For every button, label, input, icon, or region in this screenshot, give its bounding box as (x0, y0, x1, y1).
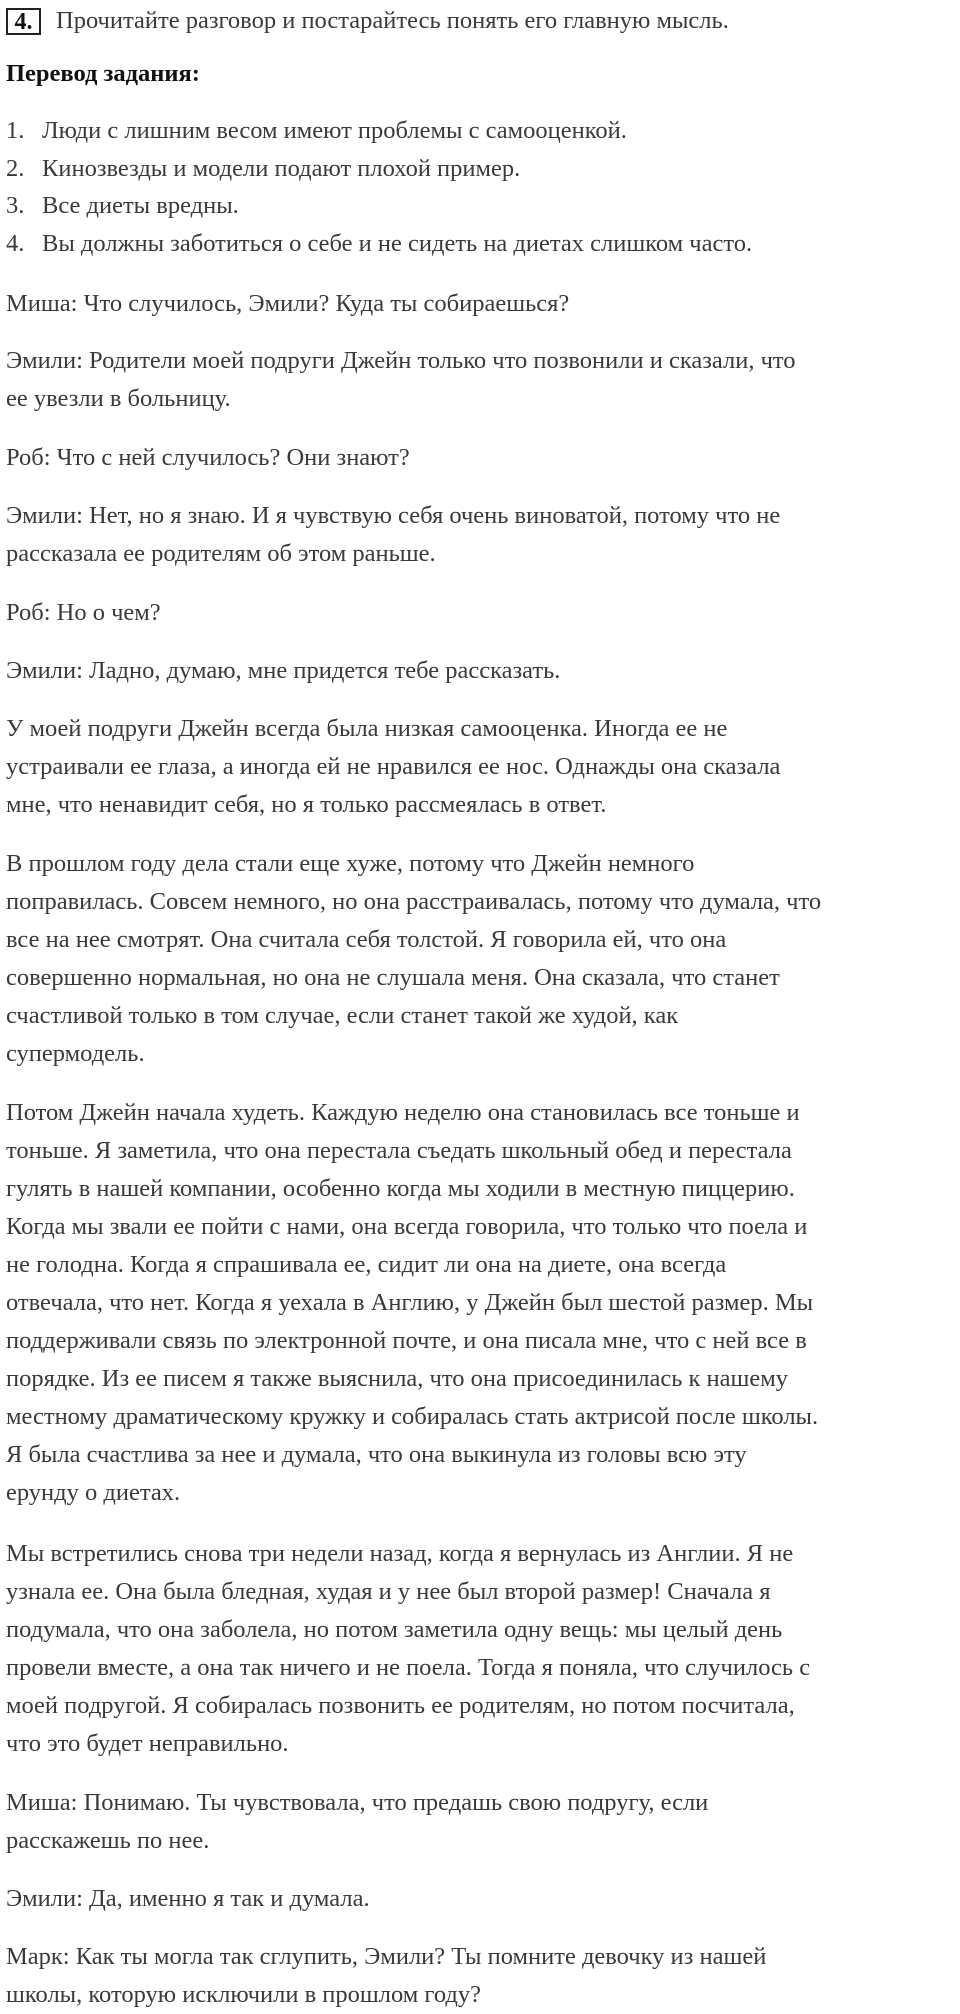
text-line: совершенно нормальная, но она не слушала меня. Она сказала, что станет (6, 964, 780, 991)
list-item (6, 187, 752, 225)
text-line: устраивали ее глаза, а иногда ей не нравился ее нос. Однажды она сказала (6, 753, 781, 780)
text-line: местному драматическому кружку и собиралась стать актрисой после школы. (6, 1403, 819, 1430)
story-paragraph (6, 845, 951, 1073)
list-item (6, 150, 752, 188)
text-line: гулять в нашей компании, особенно когда мы ходили в местную пиццерию. (6, 1175, 795, 1202)
text-line: провели вместе, а она так ничего и не поела. Тогда я поняла, что случилось с (6, 1654, 811, 1681)
list-item-text: Люди с лишним весом имеют проблемы с самооценкой. (42, 117, 627, 144)
story-paragraph (6, 1535, 951, 1763)
text-line: ерунду о диетах. (6, 1479, 181, 1506)
task-number-box: 4. (6, 8, 41, 35)
text-line: Потом Джейн начала худеть. Каждую неделю она становилась все тоньше и (6, 1099, 800, 1126)
text-line: Марк: Как ты могла так сглупить, Эмили? Ты помните девочку из нашей (6, 1943, 767, 1970)
list-item-text: Кинозвезды и модели подают плохой пример. (42, 154, 521, 182)
list-item-number: 3. (6, 192, 25, 219)
list-item-number: 2. (6, 154, 25, 182)
text-line: тоньше. Я заметила, что она перестала съедать школьный обед и перестала (6, 1137, 792, 1164)
text-line: счастливой только в том случае, если станет такой же худой, как (6, 1002, 679, 1029)
dialogue-paragraph (6, 1938, 951, 2014)
text-line: расскажешь по нее. (6, 1827, 210, 1854)
dialogue-paragraph (6, 285, 951, 323)
dialogue-paragraph (6, 594, 951, 632)
text-line: что это будет неправильно. (6, 1730, 289, 1757)
task-instruction: Прочитайте разговор и постарайтесь понять его главную мысль. (56, 7, 729, 34)
dialogue-paragraph (6, 342, 951, 418)
dialogue-paragraph (6, 1784, 951, 1860)
text-line: Я была счастлива за нее и думала, что она выкинула из головы всю эту (6, 1441, 747, 1468)
text-line: Эмили: Родители моей подруги Джейн только что позвонили и сказали, что (6, 347, 796, 374)
text-line: В прошлом году дела стали еще хуже, потому что Джейн немного (6, 850, 695, 877)
text-line: Роб: Но о чем? (6, 599, 161, 626)
text-line: Эмили: Да, именно я так и думала. (6, 1885, 370, 1912)
story-paragraph (6, 710, 951, 824)
dialogue-paragraph (6, 497, 951, 573)
text-line: подумала, что она заболела, но потом заметила одну вещь: мы целый день (6, 1616, 783, 1643)
text-line: не голодна. Когда я спрашивала ее, сидит ли она на диете, она всегда (6, 1251, 727, 1278)
text-line: школы, которую исключили в прошлом году? (6, 1981, 481, 2008)
text-line: узнала ее. Она была бледная, худая и у нее был второй размер! Сначала я (6, 1578, 771, 1605)
text-line: Миша: Понимаю. Ты чувствовала, что предашь свою подругу, если (6, 1789, 709, 1816)
text-line: Эмили: Нет, но я знаю. И я чувствую себя очень виноватой, потому что не (6, 502, 781, 529)
list-item-number: 4. (6, 229, 25, 257)
list-item (6, 225, 752, 263)
text-line: супермодель. (6, 1040, 145, 1067)
dialogue-paragraph (6, 439, 951, 477)
text-line: ее увезли в больницу. (6, 385, 231, 412)
list-item-text: Все диеты вредны. (42, 192, 239, 219)
text-line: мне, что ненавидит себя, но я только рассмеялась в ответ. (6, 791, 607, 818)
text-line: все на нее смотрят. Она считала себя толстой. Я говорила ей, что она (6, 926, 727, 953)
text-line: У моей подруги Джейн всегда была низкая самооценка. Иногда ее не (6, 715, 728, 742)
list-item (6, 112, 752, 150)
text-line: поддерживали связь по электронной почте, и она писала мне, что с ней все в (6, 1327, 807, 1354)
text-line: отвечала, что нет. Когда я уехала в Англию, у Джейн был шестой размер. Мы (6, 1289, 814, 1316)
text-line: поправилась. Совсем немного, но она расстраивалась, потому что думала, что (6, 888, 822, 915)
story-paragraph (6, 1094, 951, 1512)
translation-heading: Перевод задания: (6, 60, 200, 87)
text-line: Эмили: Ладно, думаю, мне придется тебе рассказать. (6, 657, 561, 684)
text-line: рассказала ее родителям об этом раньше. (6, 540, 436, 567)
text-line: порядке. Из ее писем я также выяснила, что она присоединилась к нашему (6, 1365, 789, 1392)
text-line: Когда мы звали ее пойти с нами, она всегда говорила, что только что поела и (6, 1213, 808, 1240)
translation-list (6, 112, 752, 262)
list-item-text: Вы должны заботиться о себе и не сидеть на диетах слишком часто. (42, 229, 753, 257)
dialogue-paragraph (6, 1880, 951, 1918)
dialogue-paragraph (6, 652, 951, 690)
text-line: Роб: Что с ней случилось? Они знают? (6, 444, 410, 471)
text-line: моей подругой. Я собиралась позвонить ее родителям, но потом посчитала, (6, 1692, 795, 1719)
text-line: Мы встретились снова три недели назад, когда я вернулась из Англии. Я не (6, 1540, 794, 1567)
list-item-number: 1. (6, 117, 25, 144)
task-line (6, 6, 729, 36)
text-line: Миша: Что случилось, Эмили? Куда ты собираешься? (6, 290, 570, 317)
